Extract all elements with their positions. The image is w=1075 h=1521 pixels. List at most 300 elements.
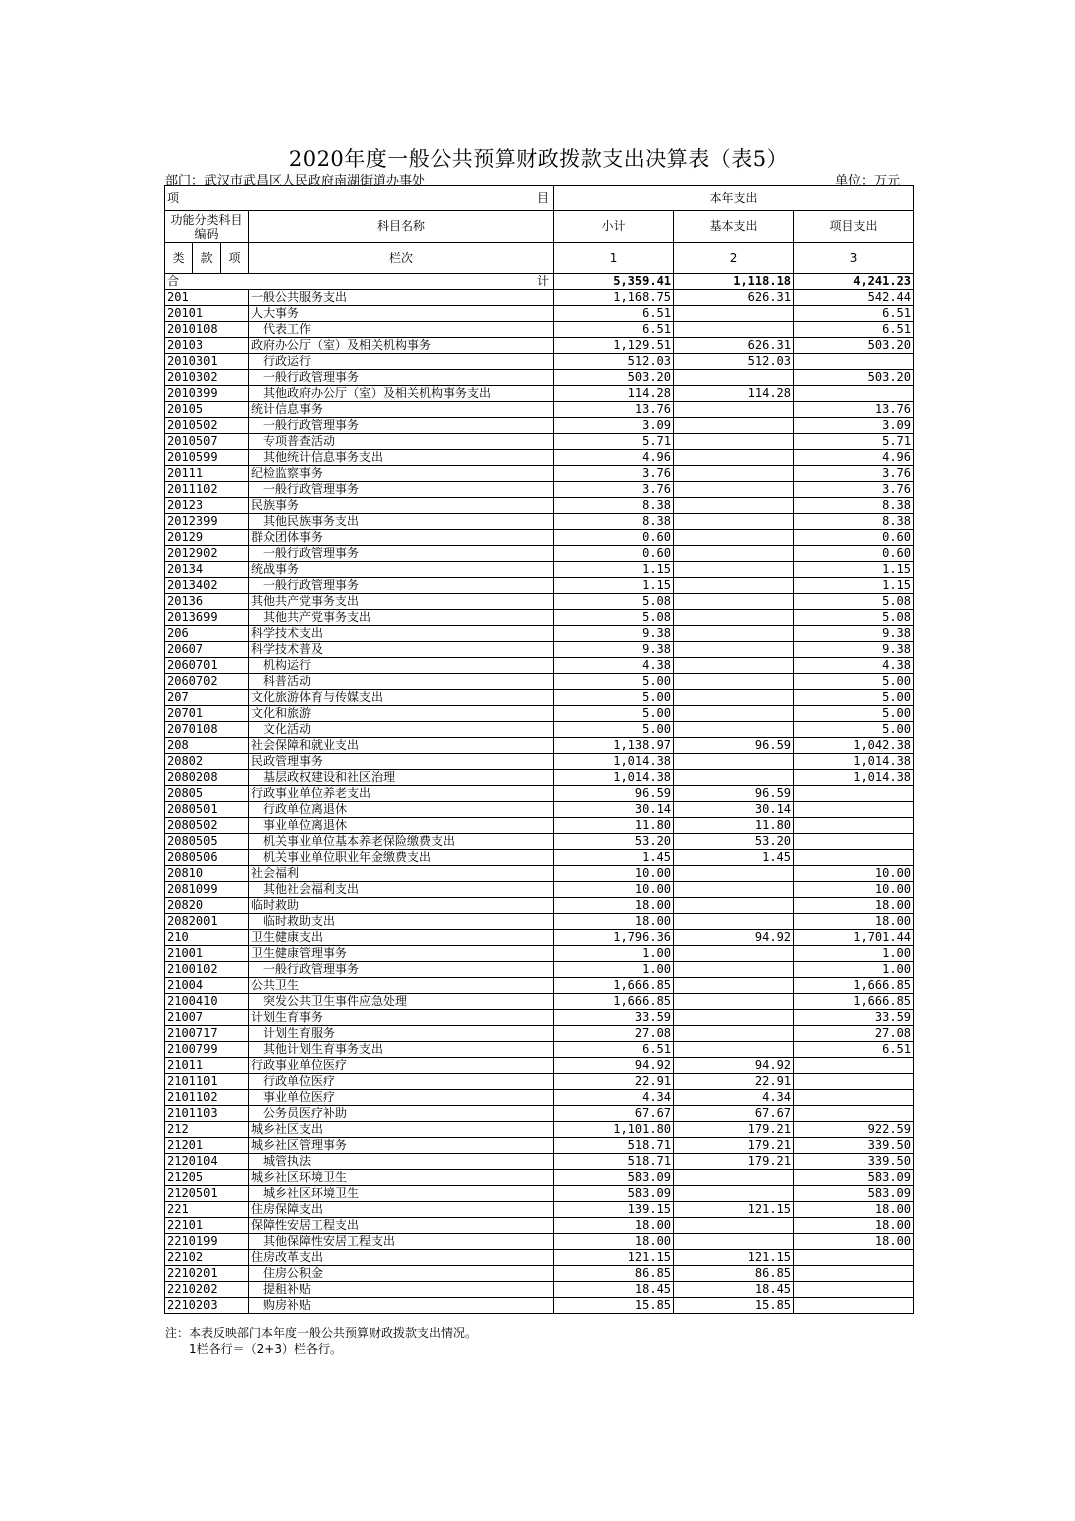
row-project: 5.00 — [794, 706, 914, 722]
row-subtotal: 27.08 — [554, 1026, 674, 1042]
row-subtotal: 5.00 — [554, 722, 674, 738]
row-basic — [674, 1170, 794, 1186]
row-basic — [674, 562, 794, 578]
header-func-code: 功能分类科目编码 — [165, 211, 249, 243]
row-basic: 18.45 — [674, 1282, 794, 1298]
row-subtotal: 1,666.85 — [554, 978, 674, 994]
table-row — [165, 514, 914, 530]
row-subject-name: 一般行政管理事务 — [249, 546, 554, 562]
row-project: 5.00 — [794, 674, 914, 690]
row-subject-name: 科普活动 — [249, 674, 554, 690]
row-code: 2120104 — [165, 1154, 249, 1170]
row-subtotal: 10.00 — [554, 866, 674, 882]
row-project: 1,666.85 — [794, 994, 914, 1010]
header-col2: 2 — [674, 243, 794, 274]
row-subtotal: 10.00 — [554, 882, 674, 898]
row-subject-name: 一般公共服务支出 — [249, 290, 554, 306]
row-subtotal: 5.00 — [554, 690, 674, 706]
header-subject-name: 科目名称 — [249, 211, 554, 243]
row-project: 18.00 — [794, 914, 914, 930]
row-basic — [674, 546, 794, 562]
row-code: 20101 — [165, 306, 249, 322]
table-row — [165, 578, 914, 594]
row-code: 2120501 — [165, 1186, 249, 1202]
row-basic — [674, 306, 794, 322]
table-row — [165, 834, 914, 850]
row-subtotal: 18.00 — [554, 898, 674, 914]
row-project — [794, 1090, 914, 1106]
row-subtotal: 5.08 — [554, 610, 674, 626]
row-basic: 179.21 — [674, 1138, 794, 1154]
table-row — [165, 482, 914, 498]
row-basic — [674, 450, 794, 466]
row-basic — [674, 898, 794, 914]
row-subtotal: 1,014.38 — [554, 770, 674, 786]
row-code: 22101 — [165, 1218, 249, 1234]
row-basic — [674, 402, 794, 418]
row-code: 2210203 — [165, 1298, 249, 1314]
row-subject-name: 卫生健康支出 — [249, 930, 554, 946]
row-project: 503.20 — [794, 370, 914, 386]
row-basic — [674, 1234, 794, 1250]
row-subject-name: 一般行政管理事务 — [249, 482, 554, 498]
row-basic: 1.45 — [674, 850, 794, 866]
table-row — [165, 642, 914, 658]
header-basic: 基本支出 — [674, 211, 794, 243]
table-row — [165, 1106, 914, 1122]
row-subject-name: 科学技术支出 — [249, 626, 554, 642]
row-subtotal: 18.00 — [554, 1234, 674, 1250]
row-code: 2100717 — [165, 1026, 249, 1042]
row-subject-name: 纪检监察事务 — [249, 466, 554, 482]
row-subtotal: 15.85 — [554, 1298, 674, 1314]
table-row — [165, 418, 914, 434]
row-code: 20129 — [165, 530, 249, 546]
row-basic: 22.91 — [674, 1074, 794, 1090]
total-project: 4,241.23 — [794, 274, 914, 290]
row-subject-name: 人大事务 — [249, 306, 554, 322]
row-code: 2101102 — [165, 1090, 249, 1106]
row-basic: 53.20 — [674, 834, 794, 850]
row-code: 2012399 — [165, 514, 249, 530]
row-basic: 30.14 — [674, 802, 794, 818]
total-ji: 计 — [537, 274, 550, 288]
table-row — [165, 1090, 914, 1106]
header-mu: 目 — [537, 190, 550, 205]
row-basic — [674, 690, 794, 706]
row-subject-name: 计划生育事务 — [249, 1010, 554, 1026]
row-code: 20805 — [165, 786, 249, 802]
row-project: 6.51 — [794, 1042, 914, 1058]
table-row — [165, 690, 914, 706]
row-subtotal: 11.80 — [554, 818, 674, 834]
row-subject-name: 机关事业单位职业年金缴费支出 — [249, 850, 554, 866]
row-project — [794, 1282, 914, 1298]
row-subtotal: 6.51 — [554, 306, 674, 322]
row-project: 339.50 — [794, 1154, 914, 1170]
row-subtotal: 139.15 — [554, 1202, 674, 1218]
row-basic — [674, 466, 794, 482]
row-subtotal: 8.38 — [554, 498, 674, 514]
row-project: 1.15 — [794, 562, 914, 578]
row-subtotal: 18.45 — [554, 1282, 674, 1298]
table-row — [165, 1250, 914, 1266]
row-subtotal: 8.38 — [554, 514, 674, 530]
row-subtotal: 94.92 — [554, 1058, 674, 1074]
row-basic: 4.34 — [674, 1090, 794, 1106]
row-basic: 96.59 — [674, 738, 794, 754]
row-subject-name: 计划生育服务 — [249, 1026, 554, 1042]
row-subject-name: 突发公共卫生事件应急处理 — [249, 994, 554, 1010]
note-line-2: 1栏各行＝（2+3）栏各行。 — [165, 1342, 342, 1356]
row-subject-name: 一般行政管理事务 — [249, 578, 554, 594]
row-code: 2210199 — [165, 1234, 249, 1250]
row-basic — [674, 514, 794, 530]
table-row — [165, 1266, 914, 1282]
row-code: 2080208 — [165, 770, 249, 786]
row-basic: 626.31 — [674, 338, 794, 354]
unit-label: 单位：万元 — [835, 174, 901, 189]
total-he: 合 — [167, 274, 180, 288]
row-subject-name: 代表工作 — [249, 322, 554, 338]
row-code: 20111 — [165, 466, 249, 482]
row-project: 27.08 — [794, 1026, 914, 1042]
table-row — [165, 1058, 914, 1074]
row-project — [794, 1250, 914, 1266]
row-subtotal: 5.00 — [554, 706, 674, 722]
row-project: 5.71 — [794, 434, 914, 450]
row-project: 922.59 — [794, 1122, 914, 1138]
row-basic — [674, 770, 794, 786]
row-basic: 179.21 — [674, 1154, 794, 1170]
row-code: 21007 — [165, 1010, 249, 1026]
row-project: 18.00 — [794, 1218, 914, 1234]
row-subtotal: 18.00 — [554, 914, 674, 930]
row-basic — [674, 578, 794, 594]
row-subtotal: 0.60 — [554, 546, 674, 562]
table-row — [165, 1026, 914, 1042]
row-subtotal: 5.00 — [554, 674, 674, 690]
row-basic — [674, 594, 794, 610]
row-project: 10.00 — [794, 882, 914, 898]
row-project: 1,014.38 — [794, 770, 914, 786]
row-code: 2100799 — [165, 1042, 249, 1058]
row-code: 20810 — [165, 866, 249, 882]
row-subject-name: 文化和旅游 — [249, 706, 554, 722]
row-code: 2010502 — [165, 418, 249, 434]
row-subtotal: 518.71 — [554, 1138, 674, 1154]
table-row — [165, 658, 914, 674]
row-subtotal: 1,796.36 — [554, 930, 674, 946]
row-subject-name: 其他共产党事务支出 — [249, 594, 554, 610]
row-project — [794, 786, 914, 802]
row-basic — [674, 946, 794, 962]
table-row — [165, 290, 914, 306]
row-code: 21201 — [165, 1138, 249, 1154]
row-project: 9.38 — [794, 626, 914, 642]
row-code: 2080505 — [165, 834, 249, 850]
row-code: 2082001 — [165, 914, 249, 930]
table-row — [165, 546, 914, 562]
row-project: 8.38 — [794, 514, 914, 530]
row-project: 4.38 — [794, 658, 914, 674]
row-basic — [674, 866, 794, 882]
row-basic — [674, 1186, 794, 1202]
table-row — [165, 322, 914, 338]
row-subject-name: 其他社会福利支出 — [249, 882, 554, 898]
row-basic — [674, 1026, 794, 1042]
row-subtotal: 1,101.80 — [554, 1122, 674, 1138]
header-row-1 — [165, 186, 914, 211]
row-code: 207 — [165, 690, 249, 706]
row-project: 503.20 — [794, 338, 914, 354]
row-subject-name: 行政运行 — [249, 354, 554, 370]
row-subtotal: 22.91 — [554, 1074, 674, 1090]
row-code: 210 — [165, 930, 249, 946]
row-project — [794, 834, 914, 850]
row-project — [794, 354, 914, 370]
row-code: 206 — [165, 626, 249, 642]
table-row — [165, 1154, 914, 1170]
table-row — [165, 466, 914, 482]
row-subject-name: 文化活动 — [249, 722, 554, 738]
row-subtotal: 30.14 — [554, 802, 674, 818]
row-subtotal: 583.09 — [554, 1170, 674, 1186]
header-current-expense: 本年支出 — [554, 186, 914, 211]
row-subtotal: 53.20 — [554, 834, 674, 850]
row-subtotal: 512.03 — [554, 354, 674, 370]
row-subtotal: 18.00 — [554, 1218, 674, 1234]
row-subtotal: 1,168.75 — [554, 290, 674, 306]
row-subtotal: 1,138.97 — [554, 738, 674, 754]
row-subject-name: 行政单位医疗 — [249, 1074, 554, 1090]
row-project — [794, 1266, 914, 1282]
row-subject-name: 社会保障和就业支出 — [249, 738, 554, 754]
table-row — [165, 434, 914, 450]
row-subject-name: 机关事业单位基本养老保险缴费支出 — [249, 834, 554, 850]
row-subtotal: 1.00 — [554, 962, 674, 978]
table-row — [165, 1202, 914, 1218]
row-basic: 121.15 — [674, 1250, 794, 1266]
table-row — [165, 850, 914, 866]
row-subtotal: 0.60 — [554, 530, 674, 546]
row-project: 8.38 — [794, 498, 914, 514]
total-row — [165, 274, 914, 290]
row-subtotal: 9.38 — [554, 626, 674, 642]
row-subtotal: 518.71 — [554, 1154, 674, 1170]
expenditure-table — [164, 185, 914, 1314]
header-column-row: 栏次 — [249, 243, 554, 274]
row-project: 6.51 — [794, 306, 914, 322]
row-code: 2210202 — [165, 1282, 249, 1298]
row-subject-name: 购房补贴 — [249, 1298, 554, 1314]
table-row — [165, 370, 914, 386]
row-project — [794, 1058, 914, 1074]
table-row — [165, 914, 914, 930]
row-basic — [674, 706, 794, 722]
row-basic — [674, 1010, 794, 1026]
row-subtotal: 3.09 — [554, 418, 674, 434]
row-subject-name: 专项普查活动 — [249, 434, 554, 450]
row-project: 9.38 — [794, 642, 914, 658]
row-project: 5.00 — [794, 690, 914, 706]
row-basic — [674, 674, 794, 690]
total-basic: 1,118.18 — [674, 274, 794, 290]
header-col1: 1 — [554, 243, 674, 274]
row-project: 18.00 — [794, 1234, 914, 1250]
row-subtotal: 33.59 — [554, 1010, 674, 1026]
table-row — [165, 786, 914, 802]
row-project: 3.09 — [794, 418, 914, 434]
row-subject-name: 社会福利 — [249, 866, 554, 882]
row-project: 4.96 — [794, 450, 914, 466]
row-code: 2060701 — [165, 658, 249, 674]
row-subject-name: 基层政权建设和社区治理 — [249, 770, 554, 786]
row-project: 0.60 — [794, 546, 914, 562]
row-code: 20103 — [165, 338, 249, 354]
row-subject-name: 其他共产党事务支出 — [249, 610, 554, 626]
row-subtotal: 1.15 — [554, 578, 674, 594]
header-row-4 — [165, 243, 914, 274]
row-subject-name: 其他民族事务支出 — [249, 514, 554, 530]
row-project: 583.09 — [794, 1170, 914, 1186]
row-subject-name: 公共卫生 — [249, 978, 554, 994]
row-project: 6.51 — [794, 322, 914, 338]
row-project: 5.08 — [794, 610, 914, 626]
row-basic — [674, 434, 794, 450]
row-basic — [674, 994, 794, 1010]
table-row — [165, 594, 914, 610]
row-code: 21011 — [165, 1058, 249, 1074]
row-basic — [674, 530, 794, 546]
row-code: 2081099 — [165, 882, 249, 898]
row-subject-name: 城管执法 — [249, 1154, 554, 1170]
row-subtotal: 86.85 — [554, 1266, 674, 1282]
row-subtotal: 503.20 — [554, 370, 674, 386]
row-subject-name: 机构运行 — [249, 658, 554, 674]
row-project — [794, 386, 914, 402]
row-subject-name: 科学技术普及 — [249, 642, 554, 658]
row-code: 2080501 — [165, 802, 249, 818]
row-project: 1,042.38 — [794, 738, 914, 754]
row-subtotal: 6.51 — [554, 1042, 674, 1058]
row-basic: 121.15 — [674, 1202, 794, 1218]
table-row — [165, 722, 914, 738]
row-basic — [674, 498, 794, 514]
row-subject-name: 民族事务 — [249, 498, 554, 514]
row-basic: 15.85 — [674, 1298, 794, 1314]
row-subject-name: 提租补贴 — [249, 1282, 554, 1298]
row-code: 20802 — [165, 754, 249, 770]
table-row — [165, 1170, 914, 1186]
row-basic — [674, 658, 794, 674]
row-code: 20820 — [165, 898, 249, 914]
row-basic — [674, 882, 794, 898]
row-subtotal: 6.51 — [554, 322, 674, 338]
row-subtotal: 1.00 — [554, 946, 674, 962]
row-subtotal: 121.15 — [554, 1250, 674, 1266]
row-subtotal: 1.45 — [554, 850, 674, 866]
row-basic — [674, 754, 794, 770]
table-row — [165, 450, 914, 466]
row-code: 212 — [165, 1122, 249, 1138]
table-row — [165, 754, 914, 770]
row-code: 2010507 — [165, 434, 249, 450]
row-basic — [674, 642, 794, 658]
table-row — [165, 898, 914, 914]
row-project — [794, 818, 914, 834]
row-subject-name: 统计信息事务 — [249, 402, 554, 418]
header-xiang-mu — [165, 186, 554, 211]
total-label — [165, 274, 554, 290]
header-xiang2: 项 — [228, 251, 241, 265]
row-subtotal: 5.71 — [554, 434, 674, 450]
row-code: 2101103 — [165, 1106, 249, 1122]
table-row — [165, 946, 914, 962]
table-row — [165, 1074, 914, 1090]
table-row — [165, 994, 914, 1010]
table-row — [165, 1186, 914, 1202]
row-basic: 114.28 — [674, 386, 794, 402]
table-row — [165, 738, 914, 754]
department-label: 部门：武汉市武昌区人民政府南湖街道办事处 — [165, 174, 426, 189]
row-project: 0.60 — [794, 530, 914, 546]
row-subtotal: 114.28 — [554, 386, 674, 402]
row-subject-name: 一般行政管理事务 — [249, 962, 554, 978]
row-code: 20123 — [165, 498, 249, 514]
row-basic — [674, 482, 794, 498]
header-col3: 3 — [794, 243, 914, 274]
row-project: 33.59 — [794, 1010, 914, 1026]
row-subject-name: 事业单位医疗 — [249, 1090, 554, 1106]
table-row — [165, 498, 914, 514]
row-project: 13.76 — [794, 402, 914, 418]
row-code: 2010301 — [165, 354, 249, 370]
table-row — [165, 306, 914, 322]
row-subject-name: 文化旅游体育与传媒支出 — [249, 690, 554, 706]
row-subject-name: 城乡社区管理事务 — [249, 1138, 554, 1154]
row-subject-name: 事业单位离退休 — [249, 818, 554, 834]
table-row — [165, 402, 914, 418]
row-basic: 67.67 — [674, 1106, 794, 1122]
row-basic — [674, 322, 794, 338]
row-subtotal: 13.76 — [554, 402, 674, 418]
row-project: 1,014.38 — [794, 754, 914, 770]
row-basic: 94.92 — [674, 930, 794, 946]
row-basic — [674, 914, 794, 930]
table-row — [165, 706, 914, 722]
row-code: 2100410 — [165, 994, 249, 1010]
row-subtotal: 1,666.85 — [554, 994, 674, 1010]
row-code: 2080502 — [165, 818, 249, 834]
row-subject-name: 住房保障支出 — [249, 1202, 554, 1218]
row-project — [794, 850, 914, 866]
row-basic — [674, 962, 794, 978]
table-row — [165, 1042, 914, 1058]
row-basic — [674, 418, 794, 434]
table-row — [165, 562, 914, 578]
row-subject-name: 行政单位离退休 — [249, 802, 554, 818]
header-subtotal: 小计 — [554, 211, 674, 243]
row-code: 2060702 — [165, 674, 249, 690]
row-code: 2010302 — [165, 370, 249, 386]
row-basic — [674, 610, 794, 626]
row-subtotal: 1,129.51 — [554, 338, 674, 354]
row-project: 3.76 — [794, 466, 914, 482]
row-project: 1,666.85 — [794, 978, 914, 994]
row-subject-name: 行政事业单位养老支出 — [249, 786, 554, 802]
table-row — [165, 338, 914, 354]
